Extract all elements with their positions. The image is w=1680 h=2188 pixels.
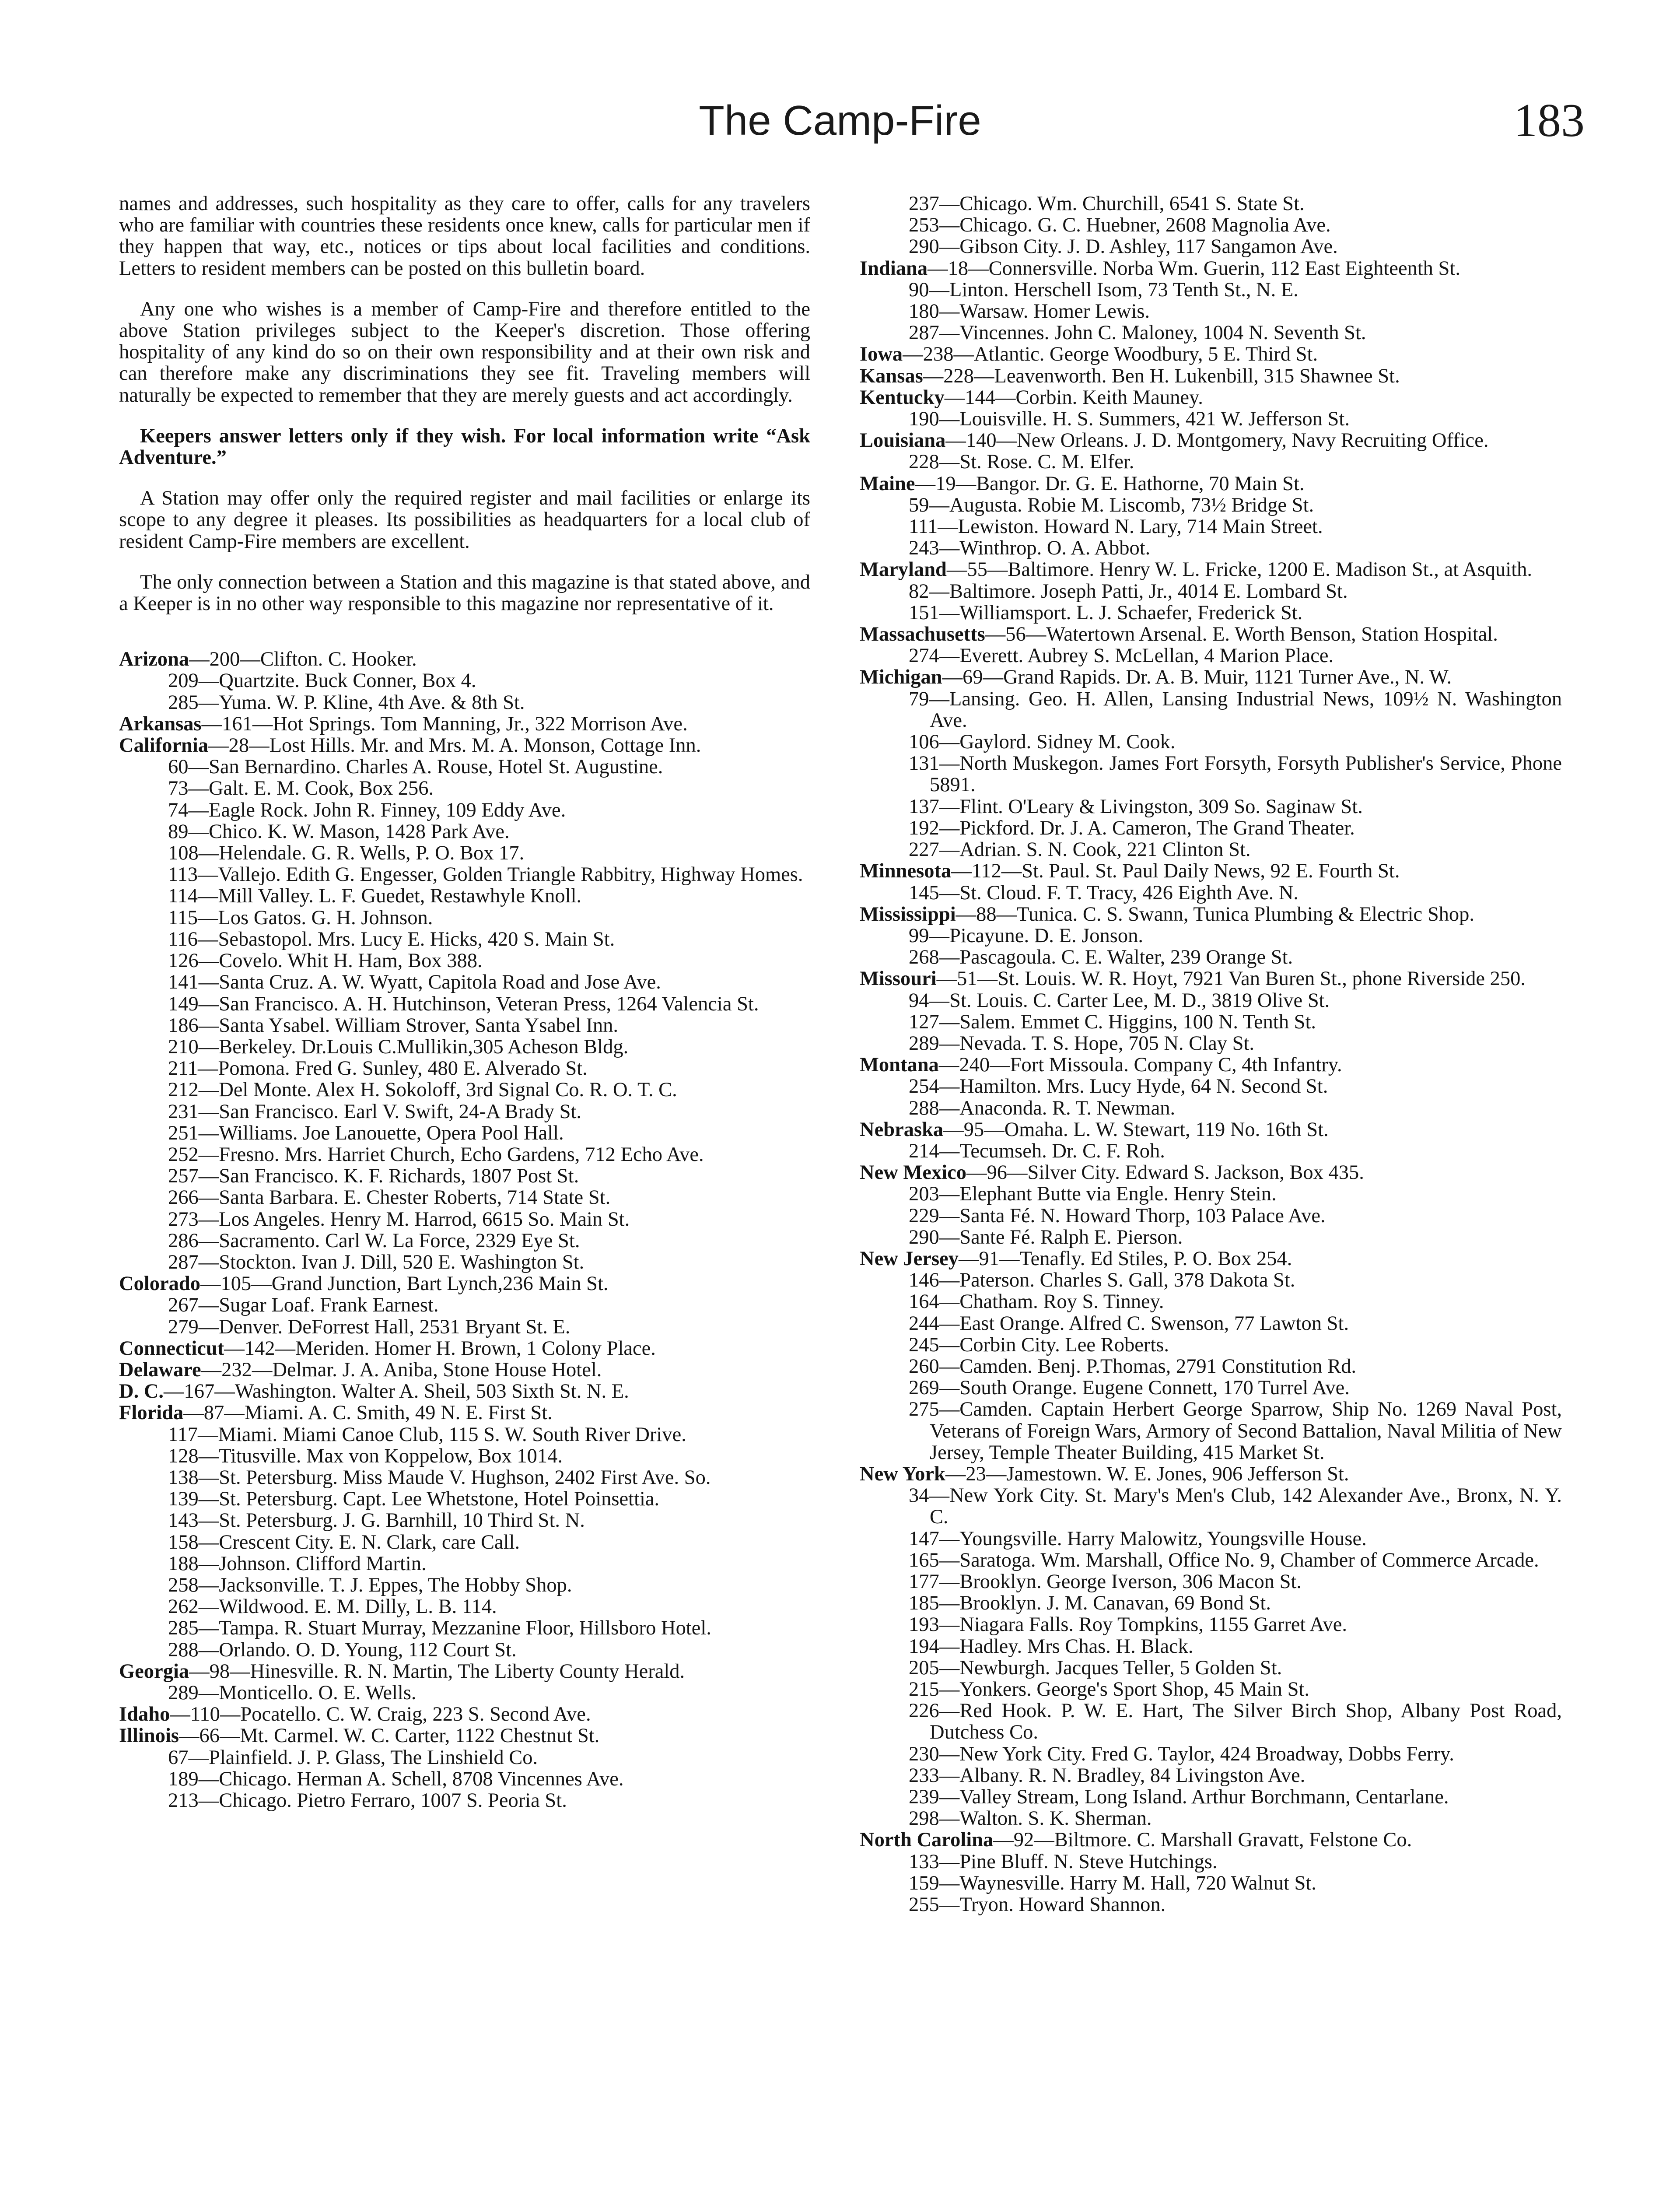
station-entry bbox=[860, 1033, 1562, 1054]
station-details: 59—Augusta. Robie M. Liscomb, 73½ Bridge St. bbox=[909, 494, 1314, 516]
station-details: 34—New York City. St. Mary's Men's Club, 142 Alexander Ave., Bronx, N. Y. C. bbox=[909, 1484, 1562, 1529]
station-details: —144—Corbin. Keith Mauney. bbox=[944, 386, 1203, 409]
station-entry bbox=[860, 1205, 1562, 1227]
station-entry bbox=[119, 1230, 810, 1252]
station-details: 262—Wildwood. E. M. Dilly, L. B. 114. bbox=[168, 1595, 497, 1618]
station-details: 159—Waynesville. Harry M. Hall, 720 Walnut St. bbox=[909, 1872, 1316, 1894]
station-details: 60—San Bernardino. Charles A. Rouse, Hotel St. Augustine. bbox=[168, 756, 663, 778]
state-name: New York bbox=[860, 1462, 945, 1485]
station-details: 239—Valley Stream, Long Island. Arthur Borchmann, Centarlane. bbox=[909, 1786, 1449, 1809]
station-entry bbox=[119, 713, 810, 735]
station-entry bbox=[860, 1248, 1562, 1269]
station-details: 233—Albany. R. N. Bradley, 84 Livingston Ave. bbox=[909, 1764, 1306, 1787]
station-details: —232—Delmar. J. A. Aniba, Stone House Hotel. bbox=[201, 1358, 602, 1381]
station-details: 117—Miami. Miami Canoe Club, 115 S. W. South River Drive. bbox=[168, 1423, 686, 1446]
station-details: 115—Los Gatos. G. H. Johnson. bbox=[168, 906, 433, 929]
station-details: 226—Red Hook. P. W. E. Hart, The Silver Birch Shop, Albany Post Road, Dutchess Co. bbox=[909, 1700, 1562, 1744]
station-details: 274—Everett. Aubrey S. McLellan, 4 Marion Place. bbox=[909, 645, 1334, 667]
station-details: 131—North Muskegon. James Fort Forsyth, Forsyth Publisher's Service, Phone 5891. bbox=[909, 752, 1562, 796]
state-name: Arizona bbox=[119, 648, 189, 671]
station-details: 228—St. Rose. C. M. Elfer. bbox=[909, 451, 1134, 473]
station-entry bbox=[860, 839, 1562, 860]
station-details: 252—Fresno. Mrs. Harriet Church, Echo Gardens, 712 Echo Ave. bbox=[168, 1143, 704, 1166]
station-details: 99—Picayune. D. E. Jonson. bbox=[909, 924, 1143, 947]
page-number: 183 bbox=[1514, 95, 1585, 147]
station-details: 192—Pickford. Dr. J. A. Cameron, The Grand Theater. bbox=[909, 817, 1355, 839]
station-details: 214—Tecumseh. Dr. C. F. Roh. bbox=[909, 1140, 1165, 1162]
station-entry bbox=[860, 236, 1562, 257]
station-details: 286—Sacramento. Carl W. La Force, 2329 Eye St. bbox=[168, 1229, 580, 1252]
station-details: 94—St. Louis. C. Carter Lee, M. D., 3819 Olive St. bbox=[909, 989, 1330, 1012]
station-entry bbox=[860, 1550, 1562, 1571]
station-details: —96—Silver City. Edward S. Jackson, Box 435. bbox=[966, 1161, 1364, 1184]
station-details: 260—Camden. Benj. P.Thomas, 2791 Constitution Rd. bbox=[909, 1355, 1357, 1378]
state-name: Indiana bbox=[860, 257, 928, 280]
station-entry bbox=[860, 1743, 1562, 1765]
station-entry bbox=[860, 322, 1562, 344]
station-details: 147—Youngsville. Harry Malowitz, Youngsville House. bbox=[909, 1527, 1367, 1550]
station-entry bbox=[860, 301, 1562, 322]
state-name: Illinois bbox=[119, 1725, 179, 1747]
station-details: 289—Nevada. T. S. Hope, 705 N. Clay St. bbox=[909, 1032, 1255, 1055]
station-details: 194—Hadley. Mrs Chas. H. Black. bbox=[909, 1635, 1194, 1658]
station-entry bbox=[119, 907, 810, 929]
station-details: 288—Orlando. O. D. Young, 112 Court St. bbox=[168, 1638, 517, 1661]
station-entry bbox=[119, 1510, 810, 1531]
station-details: 266—Santa Barbara. E. Chester Roberts, 714 State St. bbox=[168, 1186, 611, 1209]
station-details: 151—Williamsport. L. J. Schaefer, Frederick St. bbox=[909, 601, 1303, 624]
station-details: 245—Corbin City. Lee Roberts. bbox=[909, 1333, 1169, 1356]
station-details: —95—Omaha. L. W. Stewart, 119 No. 16th St. bbox=[943, 1118, 1329, 1141]
station-entry bbox=[860, 753, 1562, 796]
station-details: 113—Vallejo. Edith G. Engesser, Golden Triangle Rabbitry, Highway Homes. bbox=[168, 863, 803, 886]
station-details: 138—St. Petersburg. Miss Maude V. Hughson, 2402 First Ave. So. bbox=[168, 1466, 711, 1489]
left-column bbox=[119, 193, 810, 1811]
station-details: 215—Yonkers. George's Sport Shop, 45 Main St. bbox=[909, 1678, 1310, 1701]
station-entry bbox=[860, 1313, 1562, 1334]
station-entry bbox=[119, 1704, 810, 1725]
station-entry bbox=[119, 1036, 810, 1058]
station-entry bbox=[860, 904, 1562, 925]
state-name: D. C. bbox=[119, 1380, 164, 1403]
station-entry bbox=[860, 1269, 1562, 1291]
station-entry bbox=[860, 990, 1562, 1011]
station-details: —140—New Orleans. J. D. Montgomery, Navy Recruiting Office. bbox=[945, 429, 1489, 452]
station-details: 243—Winthrop. O. A. Abbot. bbox=[909, 537, 1151, 560]
station-entry bbox=[119, 799, 810, 821]
station-details: 106—Gaylord. Sidney M. Cook. bbox=[909, 731, 1176, 754]
station-entry bbox=[860, 602, 1562, 624]
station-entry bbox=[860, 451, 1562, 473]
station-entry bbox=[119, 1768, 810, 1790]
state-name: Michigan bbox=[860, 666, 942, 689]
station-details: 111—Lewiston. Howard N. Lary, 714 Main Street. bbox=[909, 515, 1323, 538]
station-entry bbox=[860, 1571, 1562, 1592]
station-details: —91—Tenafly. Ed Stiles, P. O. Box 254. bbox=[958, 1247, 1292, 1270]
station-details: 158—Crescent City. E. N. Clark, care Call. bbox=[168, 1531, 520, 1553]
station-entry bbox=[860, 1614, 1562, 1635]
state-name: Nebraska bbox=[860, 1118, 944, 1141]
station-entry bbox=[860, 731, 1562, 753]
station-details: 258—Jacksonville. T. J. Eppes, The Hobby Shop. bbox=[168, 1574, 572, 1596]
station-entry bbox=[119, 1596, 810, 1617]
station-details: 289—Monticello. O. E. Wells. bbox=[168, 1682, 416, 1704]
station-entry bbox=[860, 882, 1562, 904]
station-details: —19—Bangor. Dr. G. E. Hathorne, 70 Main St. bbox=[915, 472, 1305, 495]
station-details: 290—Sante Fé. Ralph E. Pierson. bbox=[909, 1226, 1183, 1248]
station-entry bbox=[860, 1765, 1562, 1786]
station-entry bbox=[860, 387, 1562, 408]
station-entry bbox=[119, 1273, 810, 1294]
station-details: —228—Leavenworth. Ben H. Lukenbill, 315 Shawnee St. bbox=[923, 365, 1400, 387]
station-entry bbox=[119, 670, 810, 691]
station-details: 116—Sebastopol. Mrs. Lucy E. Hicks, 420 S. Main St. bbox=[168, 928, 615, 950]
station-entry bbox=[860, 645, 1562, 666]
station-entry bbox=[119, 1101, 810, 1122]
state-name: Montana bbox=[860, 1054, 939, 1076]
station-details: —200—Clifton. C. Hooker. bbox=[189, 648, 417, 671]
station-details: 190—Louisville. H. S. Summers, 421 W. Jefferson St. bbox=[909, 408, 1350, 431]
station-entry bbox=[119, 1079, 810, 1101]
station-details: 237—Chicago. Wm. Churchill, 6541 S. State St. bbox=[909, 193, 1305, 215]
station-details: —98—Hinesville. R. N. Martin, The Liberty County Herald. bbox=[189, 1660, 685, 1683]
station-entry bbox=[860, 279, 1562, 301]
station-details: 212—Del Monte. Alex H. Sokoloff, 3rd Signal Co. R. O. T. C. bbox=[168, 1079, 677, 1101]
station-entry bbox=[860, 1399, 1562, 1463]
station-details: —51—St. Louis. W. R. Hoyt, 7921 Van Buren St., phone Riverside 250. bbox=[936, 968, 1526, 990]
station-entry bbox=[119, 864, 810, 885]
station-entry bbox=[860, 365, 1562, 387]
station-details: 205—Newburgh. Jacques Teller, 5 Golden St. bbox=[909, 1656, 1282, 1679]
station-entry bbox=[119, 1790, 810, 1811]
station-entry bbox=[119, 1209, 810, 1230]
station-list-left bbox=[119, 649, 810, 1811]
intro-paragraph-5: The only connection between a Station and this magazine is that stated above, and a Keeper is in no other way responsible to this magazine nor representative of it. bbox=[119, 571, 810, 615]
station-entry bbox=[860, 1183, 1562, 1205]
station-details: —142—Meriden. Homer H. Brown, 1 Colony Place. bbox=[224, 1337, 656, 1360]
station-details: 73—Galt. E. M. Cook, Box 256. bbox=[168, 777, 434, 800]
station-details: 137—Flint. O'Leary & Livingston, 309 So. Saginaw St. bbox=[909, 795, 1363, 818]
station-details: —28—Lost Hills. Mr. and Mrs. M. A. Monson, Cottage Inn. bbox=[208, 734, 701, 757]
station-entry bbox=[119, 971, 810, 993]
station-entry bbox=[119, 692, 810, 713]
station-entry bbox=[860, 1098, 1562, 1119]
station-details: —87—Miami. A. C. Smith, 49 N. E. First St. bbox=[183, 1402, 553, 1424]
station-details: 203—Elephant Butte via Engle. Henry Stein. bbox=[909, 1183, 1277, 1206]
state-name: Kansas bbox=[860, 365, 923, 387]
station-details: 254—Hamilton. Mrs. Lucy Hyde, 64 N. Second St. bbox=[909, 1075, 1328, 1098]
state-name: Delaware bbox=[119, 1358, 201, 1381]
intro-paragraph-1: names and addresses, such hospitality as they care to offer, calls for any travelers who are familiar with countries these residents once knew, calls for particular men if they happen that way, etc., notices or tips about local facilities and conditions. Letters to resident members can be posted on this bulletin board. bbox=[119, 193, 810, 280]
station-details: 273—Los Angeles. Henry M. Harrod, 6615 So. Main St. bbox=[168, 1208, 630, 1231]
station-entry bbox=[119, 649, 810, 670]
station-entry bbox=[119, 821, 810, 842]
state-name: North Carolina bbox=[860, 1829, 994, 1851]
station-details: 211—Pomona. Fred G. Sunley, 480 E. Alverado St. bbox=[168, 1057, 588, 1080]
station-details: 149—San Francisco. A. H. Hutchinson, Veteran Press, 1264 Valencia St. bbox=[168, 992, 759, 1015]
station-details: 269—South Orange. Eugene Connett, 170 Turrel Ave. bbox=[909, 1377, 1350, 1399]
station-entry bbox=[860, 1636, 1562, 1657]
station-entry bbox=[119, 1294, 810, 1316]
station-entry bbox=[119, 929, 810, 950]
station-entry bbox=[860, 258, 1562, 279]
station-details: 288—Anaconda. R. T. Newman. bbox=[909, 1097, 1176, 1119]
state-name: New Mexico bbox=[860, 1161, 967, 1184]
state-name: Mississippi bbox=[860, 903, 956, 926]
station-details: —161—Hot Springs. Tom Manning, Jr., 322 Morrison Ave. bbox=[201, 712, 688, 735]
station-entry bbox=[119, 1661, 810, 1682]
station-entry bbox=[860, 1808, 1562, 1829]
station-details: —23—Jamestown. W. E. Jones, 906 Jefferson St. bbox=[945, 1462, 1349, 1485]
station-details: 90—Linton. Herschell Isom, 73 Tenth St., N. E. bbox=[909, 278, 1298, 301]
station-entry bbox=[860, 1786, 1562, 1808]
station-details: —112—St. Paul. St. Paul Daily News, 92 E. Fourth St. bbox=[951, 860, 1400, 883]
station-entry bbox=[860, 1485, 1562, 1528]
state-name: Connecticut bbox=[119, 1337, 224, 1360]
state-name: Georgia bbox=[119, 1660, 189, 1683]
station-entry bbox=[119, 1187, 810, 1208]
station-entry bbox=[860, 968, 1562, 989]
station-details: 285—Yuma. W. P. Kline, 4th Ave. & 8th St. bbox=[168, 691, 525, 714]
station-details: —55—Baltimore. Henry W. L. Fricke, 1200 E. Madison St., at Asquith. bbox=[946, 558, 1533, 581]
state-name: California bbox=[119, 734, 209, 757]
station-entry bbox=[119, 1725, 810, 1746]
state-name: Louisiana bbox=[860, 429, 946, 452]
station-entry bbox=[119, 1359, 810, 1381]
station-entry bbox=[860, 1657, 1562, 1679]
station-entry bbox=[119, 1574, 810, 1596]
state-name: Kentucky bbox=[860, 386, 945, 409]
state-name: Iowa bbox=[860, 343, 903, 366]
station-details: —110—Pocatello. C. W. Craig, 223 S. Second Ave. bbox=[170, 1703, 591, 1726]
station-entry bbox=[860, 193, 1562, 214]
station-entry bbox=[860, 1140, 1562, 1162]
station-entry bbox=[119, 1682, 810, 1704]
station-entry bbox=[860, 408, 1562, 430]
station-entry bbox=[860, 1227, 1562, 1248]
station-details: 290—Gibson City. J. D. Ashley, 117 Sangamon Ave. bbox=[909, 235, 1338, 258]
station-details: 133—Pine Bluff. N. Steve Hutchings. bbox=[909, 1850, 1218, 1873]
station-details: 227—Adrian. S. N. Cook, 221 Clinton St. bbox=[909, 838, 1251, 861]
station-details: 139—St. Petersburg. Capt. Lee Whetstone, Hotel Poinsettia. bbox=[168, 1488, 660, 1511]
station-entry bbox=[119, 1639, 810, 1661]
station-entry bbox=[119, 1058, 810, 1079]
right-column bbox=[860, 193, 1562, 1915]
station-entry bbox=[860, 473, 1562, 494]
station-details: —238—Atlantic. George Woodbury, 5 E. Third St. bbox=[903, 343, 1318, 366]
station-details: 127—Salem. Emmet C. Higgins, 100 N. Tenth St. bbox=[909, 1010, 1316, 1033]
station-entry bbox=[860, 860, 1562, 882]
station-details: 298—Walton. S. K. Sherman. bbox=[909, 1807, 1152, 1830]
station-details: —66—Mt. Carmel. W. C. Carter, 1122 Chestnut St. bbox=[178, 1725, 600, 1747]
station-details: —56—Watertown Arsenal. E. Worth Benson, Station Hospital. bbox=[985, 623, 1498, 646]
station-entry bbox=[860, 1054, 1562, 1076]
station-entry bbox=[860, 1528, 1562, 1550]
station-details: 251—Williams. Joe Lanouette, Opera Pool Hall. bbox=[168, 1122, 564, 1144]
station-details: 253—Chicago. G. C. Huebner, 2608 Magnolia Ave. bbox=[909, 214, 1331, 237]
station-entry bbox=[119, 1532, 810, 1553]
station-entry bbox=[119, 1252, 810, 1273]
station-entry bbox=[860, 1851, 1562, 1872]
station-details: 287—Stockton. Ivan J. Dill, 520 E. Washington St. bbox=[168, 1251, 584, 1273]
station-details: 126—Covelo. Whit H. Ham, Box 388. bbox=[168, 950, 483, 972]
state-name: Maine bbox=[860, 472, 915, 495]
station-entry bbox=[860, 1119, 1562, 1140]
station-entry bbox=[860, 1076, 1562, 1097]
station-entry bbox=[860, 1700, 1562, 1743]
station-details: 67—Plainfield. J. P. Glass, The Linshield Co. bbox=[168, 1746, 538, 1769]
station-details: 145—St. Cloud. F. T. Tracy, 426 Eighth Ave. N. bbox=[909, 881, 1299, 904]
station-entry bbox=[119, 993, 810, 1015]
station-details: 189—Chicago. Herman A. Schell, 8708 Vincennes Ave. bbox=[168, 1767, 624, 1790]
station-details: 89—Chico. K. W. Mason, 1428 Park Ave. bbox=[168, 820, 510, 843]
state-name: New Jersey bbox=[860, 1247, 959, 1270]
state-name: Massachusetts bbox=[860, 623, 985, 646]
state-name: Florida bbox=[119, 1402, 184, 1424]
running-title: The Camp-Fire bbox=[699, 97, 981, 144]
station-details: 257—San Francisco. K. F. Richards, 1807 Post St. bbox=[168, 1165, 579, 1188]
intro-paragraph-4: A Station may offer only the required register and mail facilities or enlarge its scope to any degree it pleases. Its possibilities as headquarters for a local club of resident Camp-Fire members are excellent. bbox=[119, 487, 810, 553]
station-details: 185—Brooklyn. J. M. Canavan, 69 Bond St. bbox=[909, 1592, 1271, 1615]
station-entry bbox=[119, 1381, 810, 1402]
station-details: 141—Santa Cruz. A. W. Wyatt, Capitola Road and Jose Ave. bbox=[168, 971, 661, 994]
station-entry bbox=[860, 1894, 1562, 1915]
station-entry bbox=[119, 1338, 810, 1359]
station-entry bbox=[860, 1011, 1562, 1033]
station-details: —105—Grand Junction, Bart Lynch,236 Main St. bbox=[200, 1273, 609, 1295]
station-entry bbox=[119, 1424, 810, 1445]
station-entry bbox=[119, 1747, 810, 1768]
station-entry bbox=[119, 842, 810, 864]
station-entry bbox=[860, 925, 1562, 947]
station-details: 108—Helendale. G. R. Wells, P. O. Box 17. bbox=[168, 842, 525, 865]
station-details: 279—Denver. DeForrest Hall, 2531 Bryant St. E. bbox=[168, 1315, 570, 1338]
station-details: 82—Baltimore. Joseph Patti, Jr., 4014 E. Lombard St. bbox=[909, 580, 1348, 603]
station-entry bbox=[860, 1334, 1562, 1356]
station-details: 180—Warsaw. Homer Lewis. bbox=[909, 300, 1150, 323]
state-name: Minnesota bbox=[860, 860, 952, 883]
station-entry bbox=[860, 1463, 1562, 1485]
station-details: 209—Quartzite. Buck Conner, Box 4. bbox=[168, 670, 476, 692]
station-details: —18—Connersville. Norba Wm. Guerin, 112 East Eighteenth St. bbox=[928, 257, 1460, 280]
station-entry bbox=[860, 1679, 1562, 1700]
station-entry bbox=[119, 778, 810, 799]
intro-paragraph-2: Any one who wishes is a member of Camp-Fire and therefore entitled to the above Station privileges subject to the Keeper's discretion. Those offering hospitality of any kind do so on their own responsibility and at their own risk and can therefore make any discriminations they see fit. Traveling members will naturally be expected to remember that they are merely guests and act accordingly. bbox=[119, 298, 810, 407]
station-details: 186—Santa Ysabel. William Strover, Santa Ysabel Inn. bbox=[168, 1014, 618, 1037]
station-entry bbox=[860, 796, 1562, 817]
state-name: Colorado bbox=[119, 1273, 200, 1295]
station-details: 230—New York City. Fred G. Taylor, 424 Broadway, Dobbs Ferry. bbox=[909, 1743, 1454, 1765]
station-details: 268—Pascagoula. C. E. Walter, 239 Orange St. bbox=[909, 946, 1293, 969]
station-entry bbox=[860, 1829, 1562, 1851]
station-details: 79—Lansing. Geo. H. Allen, Lansing Industrial News, 109½ N. Washington Ave. bbox=[909, 687, 1562, 732]
station-entry bbox=[860, 624, 1562, 645]
station-entry bbox=[119, 1316, 810, 1338]
station-details: 188—Johnson. Clifford Martin. bbox=[168, 1552, 427, 1575]
station-entry bbox=[119, 1165, 810, 1187]
station-details: —240—Fort Missoula. Company C, 4th Infantry. bbox=[938, 1054, 1342, 1076]
station-details: 114—Mill Valley. L. F. Guedet, Restawhyle Knoll. bbox=[168, 885, 582, 908]
station-entry bbox=[119, 1144, 810, 1165]
station-entry bbox=[860, 559, 1562, 580]
station-details: 210—Berkeley. Dr.Louis C.Mullikin,305 Acheson Bldg. bbox=[168, 1035, 629, 1058]
station-entry bbox=[860, 581, 1562, 602]
station-details: 287—Vincennes. John C. Maloney, 1004 N. Seventh St. bbox=[909, 322, 1366, 344]
station-entry bbox=[860, 1377, 1562, 1399]
station-entry bbox=[860, 817, 1562, 839]
station-details: 128—Titusville. Max von Koppelow, Box 1014. bbox=[168, 1445, 563, 1467]
keepers-notice: Keepers answer letters only if they wish. For local information write “Ask Adventure.” bbox=[119, 424, 810, 469]
station-details: 193—Niagara Falls. Roy Tompkins, 1155 Garret Ave. bbox=[909, 1613, 1347, 1636]
station-entry bbox=[860, 1872, 1562, 1894]
station-details: —92—Biltmore. C. Marshall Gravatt, Felstone Co. bbox=[993, 1829, 1412, 1851]
station-details: 143—St. Petersburg. J. G. Barnhill, 10 Third St. N. bbox=[168, 1509, 585, 1532]
station-details: 164—Chatham. Roy S. Tinney. bbox=[909, 1290, 1164, 1313]
station-list-right bbox=[860, 193, 1562, 1915]
station-entry bbox=[860, 344, 1562, 365]
station-entry bbox=[119, 1015, 810, 1036]
station-entry bbox=[119, 735, 810, 756]
station-entry bbox=[119, 950, 810, 971]
station-entry bbox=[119, 1617, 810, 1639]
state-name: Maryland bbox=[860, 558, 947, 581]
station-details: —88—Tunica. C. S. Swann, Tunica Plumbing & Electric Shop. bbox=[956, 903, 1475, 926]
station-entry bbox=[860, 1592, 1562, 1614]
station-details: 267—Sugar Loaf. Frank Earnest. bbox=[168, 1294, 439, 1317]
station-entry bbox=[860, 1291, 1562, 1312]
station-entry bbox=[860, 1356, 1562, 1377]
station-details: 231—San Francisco. Earl V. Swift, 24-A Brady St. bbox=[168, 1100, 582, 1123]
station-entry bbox=[119, 1122, 810, 1144]
station-entry bbox=[119, 1488, 810, 1510]
station-entry bbox=[860, 430, 1562, 451]
station-entry bbox=[860, 1162, 1562, 1183]
station-entry bbox=[860, 537, 1562, 559]
state-name: Idaho bbox=[119, 1703, 170, 1726]
station-details: 177—Brooklyn. George Iverson, 306 Macon St. bbox=[909, 1571, 1302, 1593]
station-entry bbox=[860, 494, 1562, 516]
station-details: 146—Paterson. Charles S. Gall, 378 Dakota St. bbox=[909, 1269, 1295, 1292]
station-details: 229—Santa Fé. N. Howard Thorp, 103 Palace Ave. bbox=[909, 1204, 1326, 1227]
station-entry bbox=[860, 688, 1562, 731]
station-details: —69—Grand Rapids. Dr. A. B. Muir, 1121 Turner Ave., N. W. bbox=[942, 666, 1452, 689]
station-entry bbox=[119, 885, 810, 907]
station-details: 275—Camden. Captain Herbert George Sparrow, Ship No. 1269 Naval Post, Veterans of Foreign Wars, Armory of Second Battalion, Naval Militia of New Jersey, Temple Theater Building, 415 Market St. bbox=[909, 1398, 1562, 1464]
station-details: —167—Washington. Walter A. Sheil, 503 Sixth St. N. E. bbox=[164, 1380, 629, 1403]
station-details: 74—Eagle Rock. John R. Finney, 109 Eddy Ave. bbox=[168, 799, 566, 821]
station-entry bbox=[119, 756, 810, 778]
station-details: 244—East Orange. Alfred C. Swenson, 77 Lawton St. bbox=[909, 1312, 1349, 1335]
state-name: Missouri bbox=[860, 968, 937, 990]
station-details: 255—Tryon. Howard Shannon. bbox=[909, 1893, 1166, 1916]
station-entry bbox=[119, 1445, 810, 1467]
station-details: 213—Chicago. Pietro Ferraro, 1007 S. Peoria St. bbox=[168, 1789, 567, 1812]
station-details: 285—Tampa. R. Stuart Murray, Mezzanine Floor, Hillsboro Hotel. bbox=[168, 1617, 711, 1640]
station-details: 165—Saratoga. Wm. Marshall, Office No. 9, Chamber of Commerce Arcade. bbox=[909, 1549, 1539, 1571]
station-entry bbox=[860, 947, 1562, 968]
station-entry bbox=[860, 214, 1562, 236]
state-name: Arkansas bbox=[119, 712, 202, 735]
station-entry bbox=[860, 516, 1562, 537]
station-entry bbox=[119, 1553, 810, 1574]
station-entry bbox=[860, 666, 1562, 688]
station-entry bbox=[119, 1467, 810, 1488]
station-entry bbox=[119, 1402, 810, 1424]
